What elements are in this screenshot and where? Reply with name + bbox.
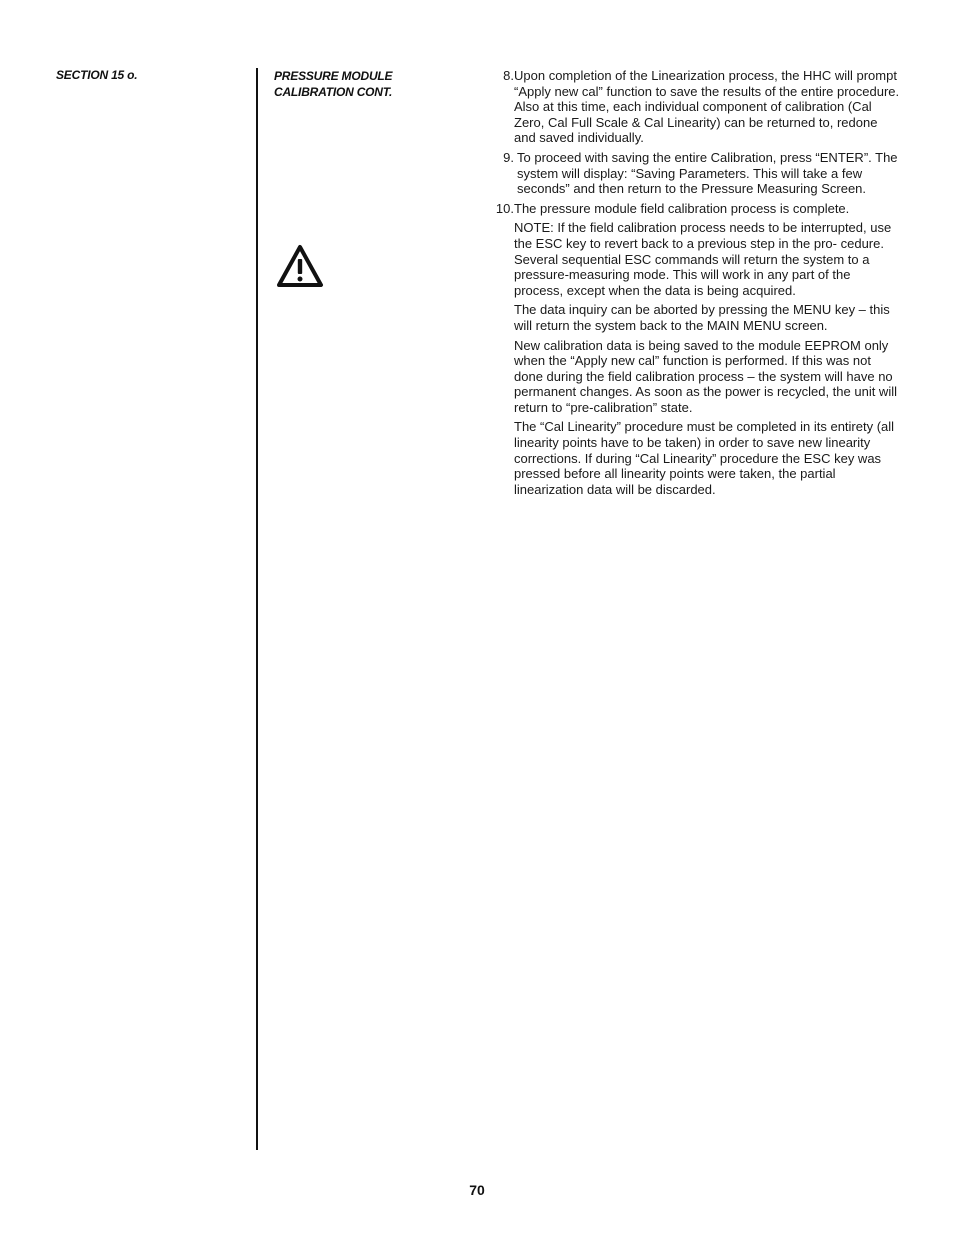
note-paragraph: The “Cal Linearity” procedure must be completed in its entirety (all linearity points have to be taken) in order to save new linearity corrections. If during “Cal Linearity” procedure the ESC key was pressed before all linearity points were taken, the partial linearization data will be discarded.: [514, 419, 895, 497]
step-number: 8.: [503, 68, 514, 83]
note-paragraph: The data inquiry can be aborted by pressing the MENU key – this will return the system back to the MAIN MENU screen.: [514, 302, 890, 333]
section-label: SECTION 15 o.: [56, 68, 138, 82]
step-number: 9.: [503, 149, 514, 165]
procedure-content: [486, 68, 900, 501]
column-divider: [256, 68, 258, 1150]
subsection-title: PRESSURE MODULE CALIBRATION CONT.: [274, 69, 393, 99]
step-text: Upon completion of the Linearization process, the HHC will prompt “Apply new cal” function to save the results of the entire procedure. Also at this time, each individual component of calibration (Cal Zero, Cal Full Scale & Cal Linearity) can be returned to, redone and saved individually.: [514, 68, 900, 146]
page-number: 70: [469, 1182, 485, 1198]
warning-triangle-icon: [276, 244, 324, 288]
step-text: To proceed with saving the entire Calibration, press “ENTER”. The system will display: “Saving Parameters. This will take a few seconds” and then return to the Pressure Measuring Screen.: [517, 149, 898, 197]
step-text: The pressure module field calibration process is complete.: [514, 200, 850, 216]
procedure-step: [486, 150, 900, 197]
procedure-step: [486, 68, 900, 146]
note-paragraph: New calibration data is being saved to the module EEPROM only when the “Apply new cal” function is performed. If this was not done during the field calibration process – the system will have no permanent changes. As soon as the power is recycled, the unit will return to “pre-calibration” state.: [514, 337, 897, 415]
note-paragraph: NOTE: If the field calibration process needs to be interrupted, use the ESC key to revert back to a previous step in the pro- cedure. Several sequential ESC commands will return the system to a pressure-measuring mode. This will work in any part of the process, except when the data is being acquired.: [514, 220, 892, 298]
procedure-step: [486, 201, 900, 217]
step-number: 10.: [495, 200, 514, 216]
